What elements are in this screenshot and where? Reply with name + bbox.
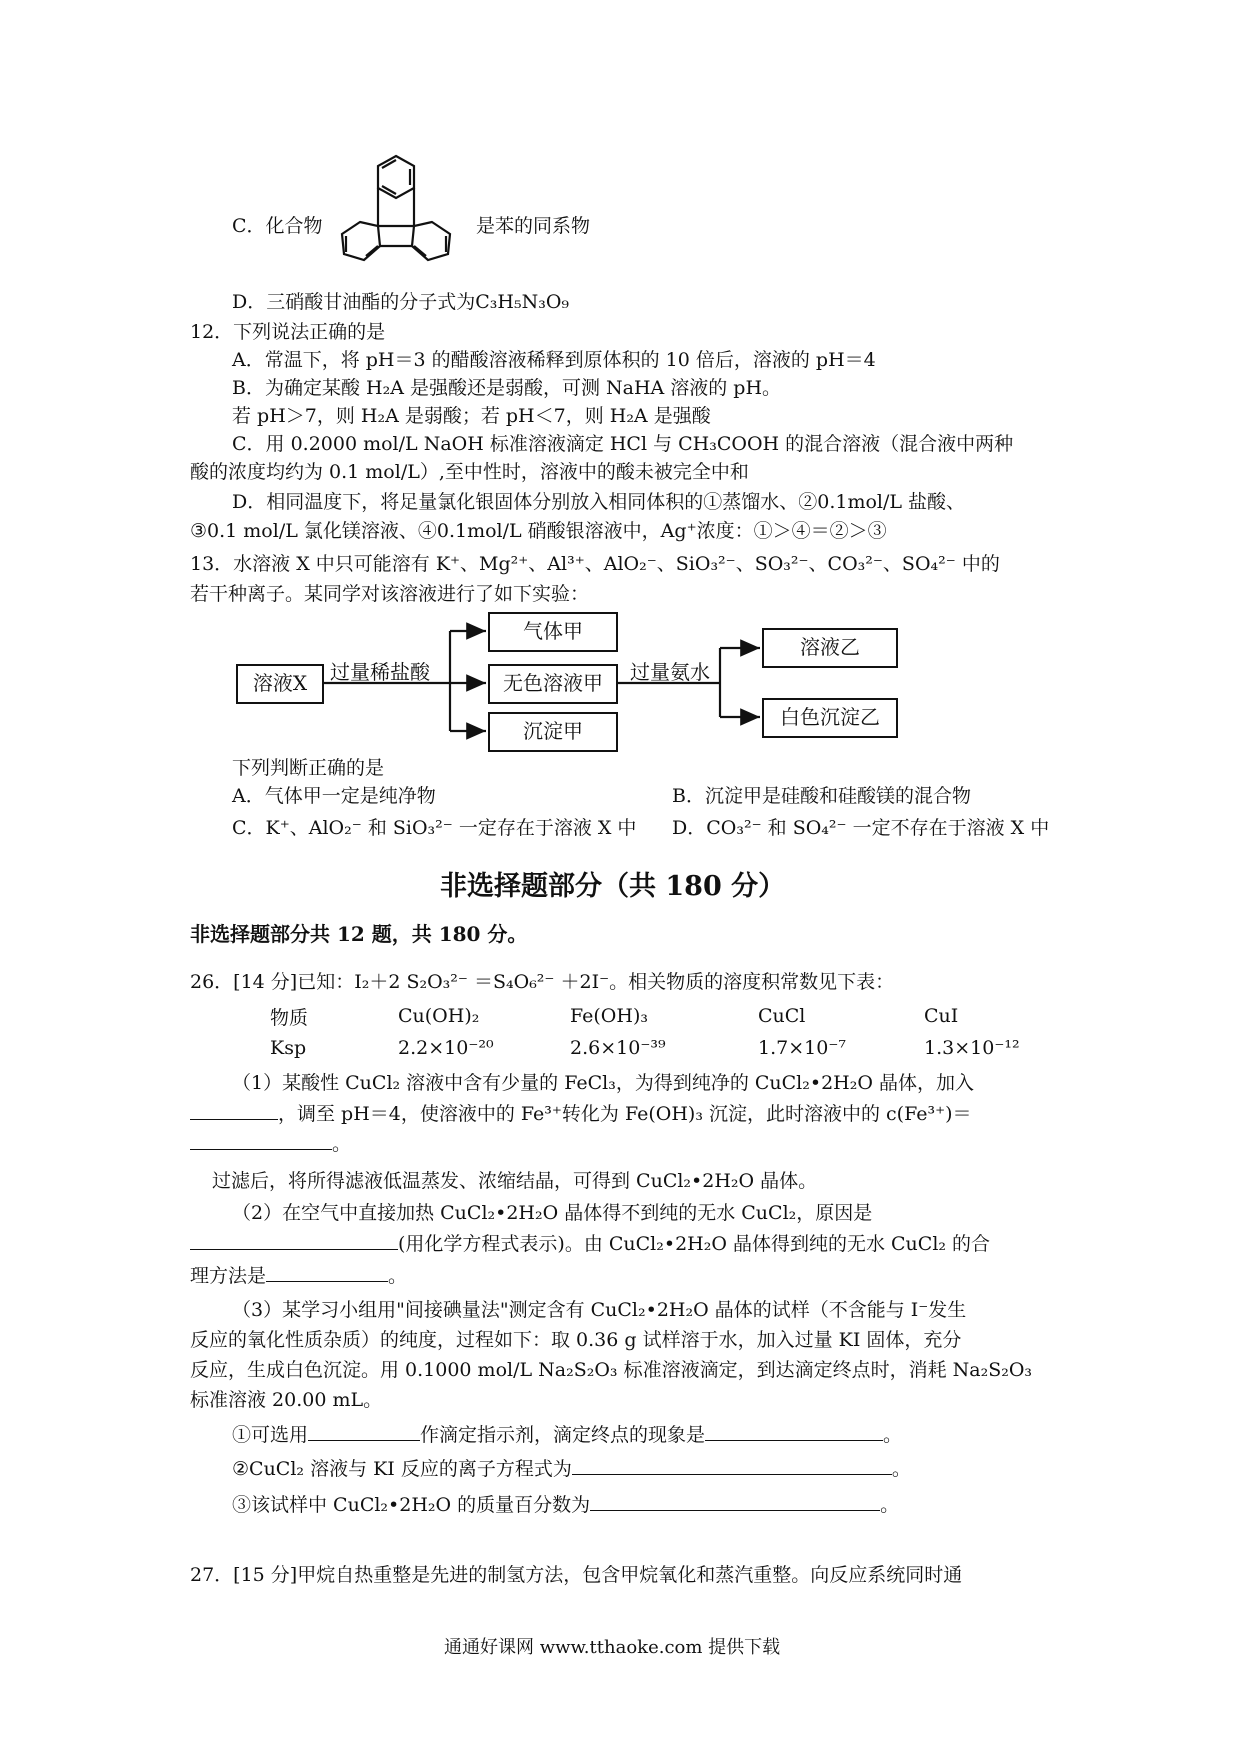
answer-blank[interactable] bbox=[572, 1456, 892, 1475]
flow-box-solution-b: 溶液乙 bbox=[762, 628, 898, 668]
section-title: 非选择题部分（共 180 分） bbox=[440, 871, 786, 902]
flow-box-solution-x: 溶液X bbox=[236, 664, 324, 704]
q26-sub2-pre: ②CuCl₂ 溶液与 KI 反应的离子方程式为 bbox=[232, 1458, 572, 1480]
flow-box-precipitate: 沉淀甲 bbox=[488, 712, 618, 752]
q12-option-c: C．用 0.2000 mol/L NaOH 标准溶液滴定 HCl 与 CH₃COOH 的混合溶液（混合液中两种 bbox=[232, 433, 1014, 455]
q26-sub3 bbox=[232, 1492, 899, 1517]
q26-part3-line1: （3）某学习小组用"间接碘量法"测定含有 CuCl₂•2H₂O 晶体的试样（不含能与 I⁻发生 bbox=[232, 1299, 967, 1321]
q27-stem: 27．[15 分]甲烷自热重整是先进的制氢方法，包含甲烷氧化和蒸汽重整。向反应系统同时通 bbox=[190, 1564, 963, 1586]
q13-stem-cont: 若干种离子。某同学对该溶液进行了如下实验： bbox=[190, 583, 590, 605]
ksp-header-cell: Cu(OH)₂ bbox=[398, 1005, 480, 1027]
q11-option-c-prefix: C．化合物 bbox=[232, 215, 323, 237]
q26-part1-line2 bbox=[190, 1101, 972, 1126]
ksp-table-header-row bbox=[270, 1000, 1064, 1032]
answer-blank[interactable] bbox=[190, 1131, 332, 1150]
ksp-table bbox=[270, 1000, 1064, 1064]
q26-part1-line3 bbox=[190, 1131, 351, 1156]
flow-box-white-precipitate: 白色沉淀乙 bbox=[762, 698, 898, 738]
ksp-value-cell: 2.2×10⁻²⁰ bbox=[398, 1037, 494, 1059]
flow-box-colorless-solution: 无色溶液甲 bbox=[488, 664, 618, 704]
q13-stem: 13．水溶液 X 中只可能溶有 K⁺、Mg²⁺、Al³⁺、AlO₂⁻、SiO₃²⁻、SO₃²⁻、CO₃²⁻、SO₄²⁻ 中的 bbox=[190, 553, 1000, 575]
ksp-table-value-row bbox=[270, 1032, 1064, 1064]
q26-sub1-post: 。 bbox=[883, 1424, 903, 1446]
q26-sub3-pre: ③该试样中 CuCl₂•2H₂O 的质量百分数为 bbox=[232, 1494, 591, 1516]
q11-option-d: D．三硝酸甘油酯的分子式为C₃H₅N₃O₉ bbox=[232, 291, 570, 313]
q12-option-b: B．为确定某酸 H₂A 是强酸还是弱酸，可测 NaHA 溶液的 pH。 bbox=[232, 377, 782, 399]
q12-stem: 12．下列说法正确的是 bbox=[190, 321, 386, 343]
flow-label-hcl: 过量稀盐酸 bbox=[330, 660, 430, 684]
answer-blank[interactable] bbox=[266, 1263, 388, 1282]
ksp-header-cell: 物质 bbox=[270, 1006, 309, 1029]
answer-blank[interactable] bbox=[190, 1231, 398, 1250]
flow-label-ammonia: 过量氨水 bbox=[630, 660, 710, 684]
answer-blank[interactable] bbox=[308, 1422, 420, 1441]
q26-part3-line2: 反应的氧化性质杂质）的纯度，过程如下：取 0.36 g 试样溶于水，加入过量 KI 固体，充分 bbox=[190, 1329, 962, 1351]
q26-part1-line1: （1）某酸性 CuCl₂ 溶液中含有少量的 FeCl₃，为得到纯净的 CuCl₂•2H₂O 晶体，加入 bbox=[232, 1072, 974, 1094]
q26-sub1 bbox=[232, 1422, 902, 1447]
q13-option-d: D．CO₃²⁻ 和 SO₄²⁻ 一定不存在于溶液 X 中 bbox=[672, 817, 1050, 839]
q26-part1-line2-text: ，调至 pH＝4，使溶液中的 Fe³⁺转化为 Fe(OH)₃ 沉淀，此时溶液中的 c(Fe³⁺)＝ bbox=[278, 1103, 972, 1125]
ksp-header-cell: CuCl bbox=[758, 1005, 806, 1027]
q26-sub2-post: 。 bbox=[891, 1458, 911, 1480]
ksp-value-cell: 2.6×10⁻³⁹ bbox=[570, 1037, 666, 1059]
q26-sub2 bbox=[232, 1456, 911, 1481]
q11-option-c-suffix: 是苯的同系物 bbox=[476, 215, 591, 237]
footer: 通通好课网 www.tthaoke.com 提供下载 bbox=[444, 1637, 781, 1658]
q26-part2-line3 bbox=[190, 1263, 407, 1288]
ksp-value-cell: 1.7×10⁻⁷ bbox=[758, 1037, 846, 1059]
q12-option-b-cont: 若 pH＞7，则 H₂A 是弱酸；若 pH＜7，则 H₂A 是强酸 bbox=[232, 405, 711, 427]
ksp-value-cell: 1.3×10⁻¹² bbox=[924, 1037, 1020, 1059]
q12-option-d-cont: ③0.1 mol/L 氯化镁溶液、④0.1mol/L 硝酸银溶液中，Ag⁺浓度：①＞④＝②＞③ bbox=[190, 520, 887, 542]
q26-part2-line2 bbox=[190, 1231, 990, 1256]
q12-option-c-cont: 酸的浓度均约为 0.1 mol/L）,至中性时，溶液中的酸未被完全中和 bbox=[190, 461, 749, 483]
ksp-header-cell: Fe(OH)₃ bbox=[570, 1005, 648, 1027]
answer-blank[interactable] bbox=[190, 1101, 278, 1120]
q26-sub3-post: 。 bbox=[880, 1494, 900, 1516]
flow-box-gas: 气体甲 bbox=[488, 612, 618, 652]
q26-part3-line3: 反应，生成白色沉淀。用 0.1000 mol/L Na₂S₂O₃ 标准溶液滴定，到达滴定终点时，消耗 Na₂S₂O₃ bbox=[190, 1359, 1033, 1381]
q26-part3-line4: 标准溶液 20.00 mL。 bbox=[190, 1389, 383, 1411]
ksp-header-cell: CuI bbox=[924, 1005, 959, 1027]
flow-arrows bbox=[0, 0, 1240, 760]
answer-blank[interactable] bbox=[705, 1422, 883, 1441]
section-note: 非选择题部分共 12 题，共 180 分。 bbox=[190, 922, 528, 946]
q26-part2-line3-post: 。 bbox=[388, 1265, 408, 1287]
q26-part2-line2-text: (用化学方程式表示)。由 CuCl₂•2H₂O 晶体得到纯的无水 CuCl₂ 的合 bbox=[398, 1233, 991, 1255]
q13-option-a: A．气体甲一定是纯净物 bbox=[232, 785, 436, 807]
q13-judge: 下列判断正确的是 bbox=[232, 757, 385, 779]
q26-sub1-pre: ①可选用 bbox=[232, 1424, 309, 1446]
q13-option-c: C．K⁺、AlO₂⁻ 和 SiO₃²⁻ 一定存在于溶液 X 中 bbox=[232, 817, 637, 839]
q12-option-a: A．常温下，将 pH＝3 的醋酸溶液稀释到原体积的 10 倍后，溶液的 pH＝4 bbox=[232, 349, 876, 371]
ksp-value-cell: Ksp bbox=[270, 1037, 307, 1059]
q26-part2-line3-pre: 理方法是 bbox=[190, 1265, 267, 1287]
q12-option-d: D．相同温度下，将足量氯化银固体分别放入相同体积的①蒸馏水、②0.1mol/L 盐酸、 bbox=[232, 491, 966, 513]
answer-blank[interactable] bbox=[590, 1492, 880, 1511]
q26-part2-line1: （2）在空气中直接加热 CuCl₂•2H₂O 晶体得不到纯的无水 CuCl₂，原因是 bbox=[232, 1202, 873, 1224]
q26-sub1-mid: 作滴定指示剂，滴定终点的现象是 bbox=[420, 1424, 706, 1446]
q26-stem: 26．[14 分]已知：I₂＋2 S₂O₃²⁻ ＝S₄O₆²⁻ ＋2I⁻。相关物质的溶度积常数见下表： bbox=[190, 971, 895, 993]
q26-part1-line4: 过滤后，将所得滤液低温蒸发、浓缩结晶，可得到 CuCl₂•2H₂O 晶体。 bbox=[212, 1170, 818, 1192]
q13-option-b: B．沉淀甲是硅酸和硅酸镁的混合物 bbox=[672, 785, 971, 807]
q26-part1-line3-text: 。 bbox=[332, 1133, 352, 1155]
